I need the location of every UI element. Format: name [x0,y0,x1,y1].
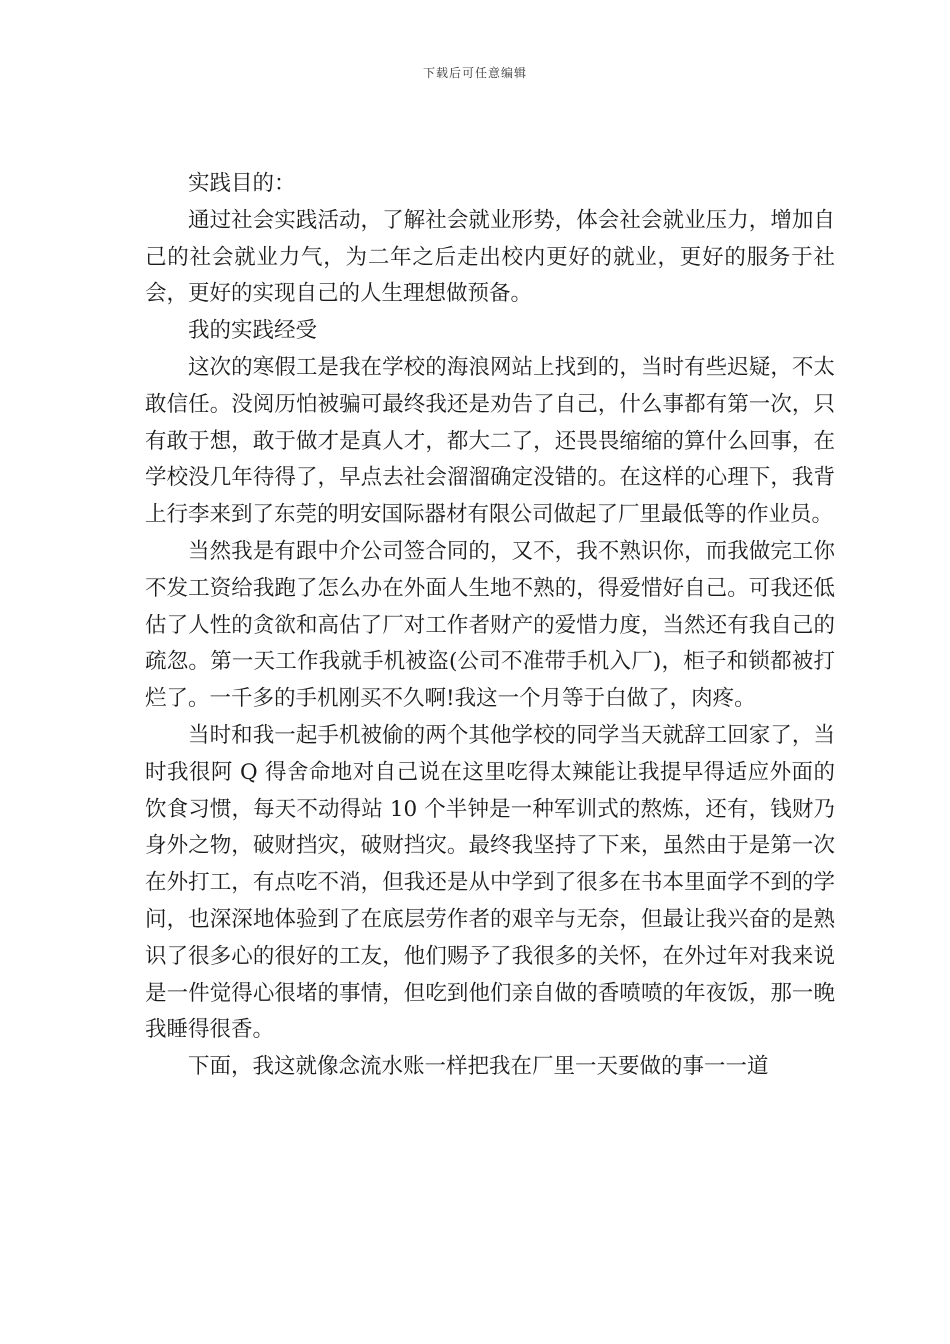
paragraph-experience-2: 当然我是有跟中介公司签合同的，又不，我不熟识你，而我做完工你不发工资给我跑了怎么办在外面人生地不熟的，得爱惜好自己。可我还低估了人性的贪欲和高估了厂对工作者财产的爱惜力度，当然还有我自己的疏忽。第一天工作我就手机被盗(公司不准带手机入厂)，柜子和锁都被打烂了。一千多的手机刚买不久啊!我这一个月等于白做了，肉疼。 [145,538,835,712]
paragraph-purpose-heading: 实践目的： [188,171,296,196]
header-note: 下载后可任意编辑 [422,66,527,80]
paragraph-experience-4: 下面，我这就像念流水账一样把我在厂里一天要做的事一一道 [188,1054,769,1080]
paragraph-experience-1: 这次的寒假工是我在学校的海浪网站上找到的，当时有些迟疑，不太敢信任。没阅历怕被骗可最终我还是劝告了自己，什么事都有第一次，只有敢于想，敢于做才是真人才，都大二了，还畏畏缩缩的算什么回事，在学校没几年待得了，早点去社会溜溜确定没错的。在这样的心理下，我背上行李来到了东莞的明安国际器材有限公司做起了厂里最低等的作业员。 [145,354,835,528]
paragraph-experience-3: 当时和我一起手机被偷的两个其他学校的同学当天就辞工回家了，当时我很阿 Q 得舍命地对自己说在这里吃得太辣能让我提早得适应外面的饮食习惯，每天不动得站 10 个半钟是一种军训式的熬炼，还有，钱财乃身外之物，破财挡灾，破财挡灾。最终我坚持了下来，虽然由于是第一次在外打工，有点吃不消，但我还是从中学到了很多在书本里面学不到的学问，也深深地体验到了在底层劳作者的艰辛与无奈，但最让我兴奋的是熟识了很多心的很好的工友，他们赐予了我很多的关怀，在外过年对我来说是一件觉得心很堵的事情，但吃到他们亲自做的香喷喷的年夜饭，那一晚我睡得很香。 [145,722,835,1043]
paragraph-experience-heading: 我的实践经受 [188,318,318,344]
paragraph-purpose: 通过社会实践活动，了解社会就业形势，体会社会就业压力，增加自己的社会就业力气，为二年之后走出校内更好的就业，更好的服务于社会，更好的实现自己的人生理想做预备。 [145,207,835,307]
document-body [145,166,835,1086]
